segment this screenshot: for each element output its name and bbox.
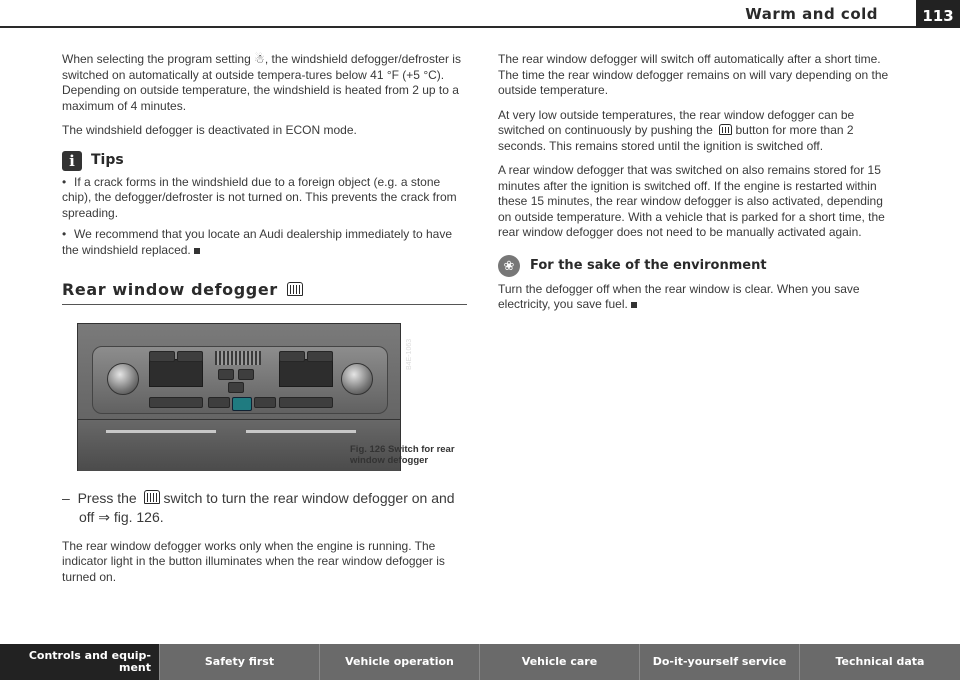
paragraph: A rear window defogger that was switched on also remains stored for 15 minutes after the ignition is switched off. If the engine is restarted within these 15 minutes, the rear window defogger is also activated, depending on outside temperature. With a vehicle that is parked for a short time, the rear window defogger does not need to be manually activated again. [498,163,885,239]
air-vent [215,351,261,365]
panel-button [208,397,230,408]
paragraph: When selecting the program setting ☃, the windshield defogger/defroster is switched on automatically at outside tempera-tures below 41 °F (+5 °C). Depending on outside temperature, the windshield is heated from 2 up to a maximum of 4 minutes. [62,52,461,113]
panel-button [228,382,244,393]
footer-tab-controls[interactable]: Controls and equip-ment [0,644,160,680]
display-left [149,359,203,387]
left-column [62,52,467,594]
paragraph-text: At very low outside temperatures, the rear window defogger can be switched on continuously by pushing the [498,107,855,137]
header-rule [0,26,960,28]
panel-button [254,397,276,408]
rear-defogger-icon [287,282,303,296]
end-mark-icon [631,302,637,308]
section-title [62,282,467,305]
step-dash: – [62,489,70,506]
step-text-before: Press the [77,489,137,506]
environment-text-body: Turn the defogger off when the rear window is clear. When you save electricity, you save fuel. [498,281,860,311]
paragraph [498,108,890,155]
panel-button [149,397,203,408]
section-title-text: Rear window defogger [62,280,278,299]
footer-tab-vehicle-operation[interactable]: Vehicle operation [320,644,480,680]
tips-bullet [62,227,467,258]
footer-tab-technical-data[interactable]: Technical data [835,655,925,668]
environment-title: For the sake of the environment [530,257,767,273]
footer-tab-diy-service[interactable]: Do-it-yourself service [640,644,800,680]
footer-tab-vehicle-care[interactable]: Vehicle care [480,644,640,680]
page-number: 113 [916,0,960,28]
bullet-icon: • [62,227,67,241]
figure [62,323,467,473]
step-text-after: switch to turn the rear window defogger on and off ⇒ fig. 126. [79,489,455,525]
footer-tab-safety[interactable]: Safety first [160,644,320,680]
tips-title: Tips [91,151,124,168]
tips-bullet [62,175,467,222]
environment-heading [498,255,890,277]
temperature-knob-right [341,363,373,395]
rear-defogger-icon [719,124,732,135]
paragraph: The windshield defogger is deactivated in ECON mode. [62,123,357,137]
end-mark-icon [194,248,200,254]
panel-button [279,397,333,408]
tips-bullet-text: We recommend that you locate an Audi dealership immediately to have the windshield replaced. [62,227,452,257]
paragraph-text: button for more than 2 seconds. This remains stored until the ignition is switched off. [498,123,854,153]
bullet-icon: • [62,174,67,189]
panel-button [149,351,175,362]
figure-caption: Fig. 126 Switch for rear window defogger [350,443,455,466]
trim-slot [246,430,356,433]
paragraph: The rear window defogger will switch off automatically after a short time. The time the rear window defogger remains on will vary depending on the outside temperature. [498,52,889,97]
page-header-title: Warm and cold [745,5,878,23]
paragraph: The rear window defogger works only when the engine is running. The indicator light in the button illuminates when the rear window defogger is turned on. [62,538,445,584]
environment-text [498,282,890,313]
info-icon: i [62,151,82,171]
panel-button [177,351,203,362]
image-code: B4E-1063 [406,338,413,370]
trim-slot [106,430,216,433]
temperature-knob-left [107,363,139,395]
rear-defogger-button [232,397,252,411]
right-column [498,52,890,322]
tips-bullet-text: If a crack forms in the windshield due to a foreign object (e.g. a stone chip), the defogger/defroster is not turned on. This prevents the crack from spreading. [62,174,457,220]
rear-defogger-icon [144,490,160,504]
climate-panel [92,346,388,414]
panel-button [218,369,234,380]
instruction-step [62,489,467,527]
panel-button [307,351,333,362]
tips-heading [62,151,467,171]
panel-button [238,369,254,380]
environment-flower-icon: ❀ [498,255,520,277]
panel-button [279,351,305,362]
display-right [279,359,333,387]
footer-nav [0,644,960,680]
